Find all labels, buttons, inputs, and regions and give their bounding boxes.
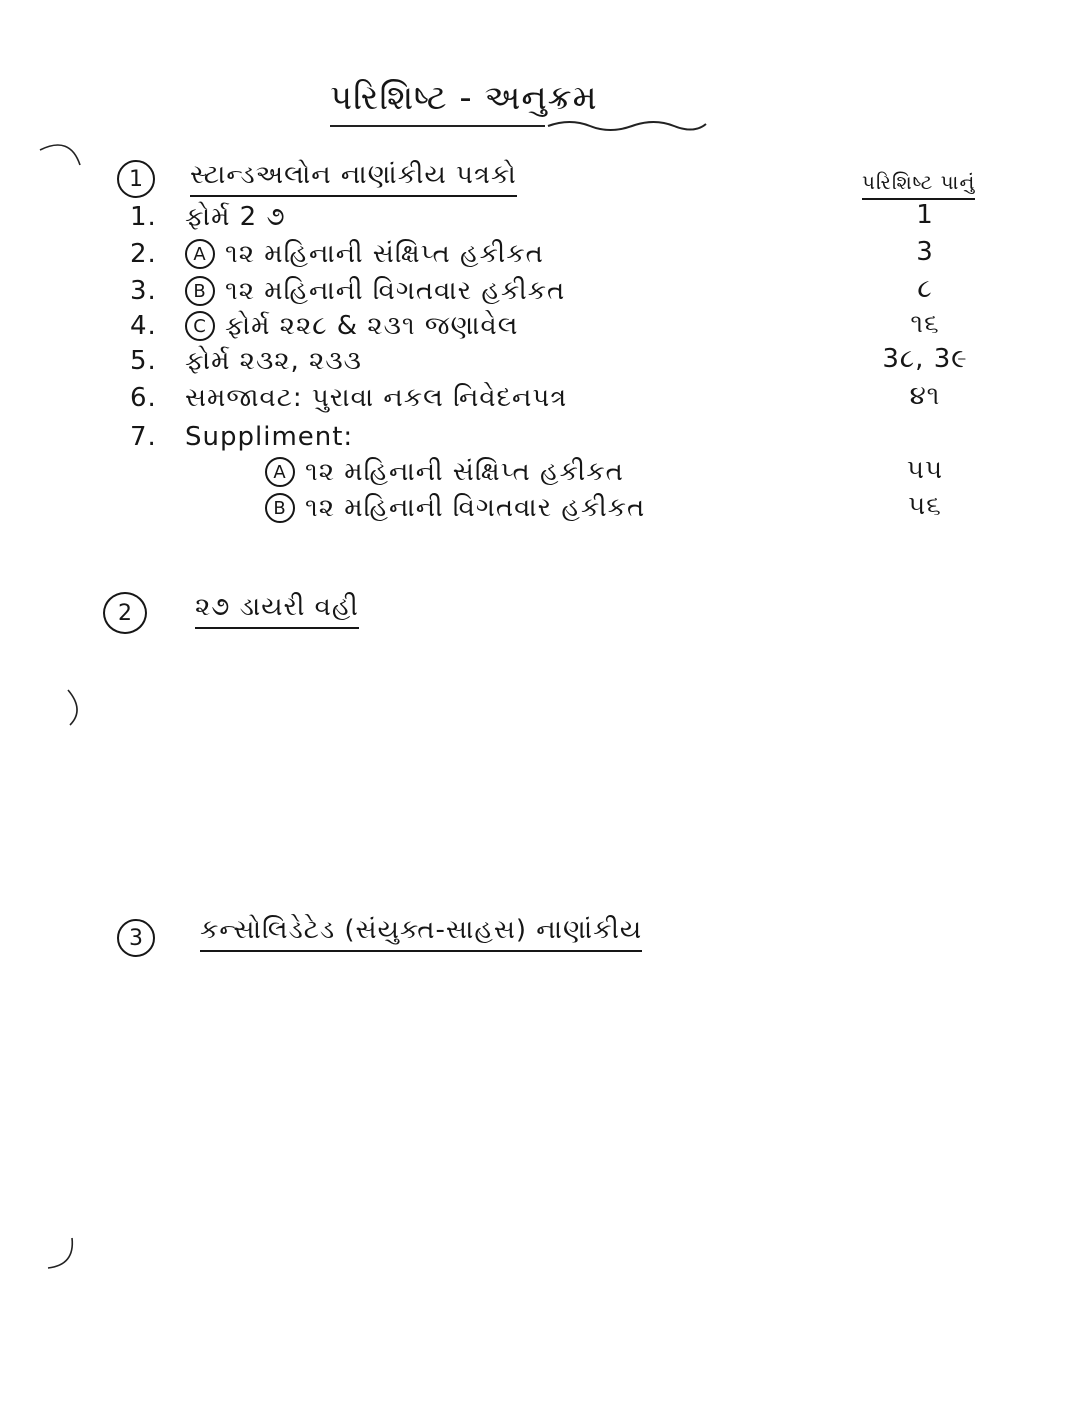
item-page: ૫૬ bbox=[908, 491, 942, 521]
item-number: 2. bbox=[130, 239, 157, 269]
item-page: ૧૬ bbox=[910, 309, 940, 339]
item-text: ૧૨ મહિનાની સંક્ષિપ્ત હકીકત bbox=[305, 456, 624, 487]
item-page: ૮ bbox=[917, 274, 933, 304]
item-page: ૪૧ bbox=[909, 381, 941, 411]
supplement-row bbox=[130, 420, 353, 454]
supplement-label: Suppliment: bbox=[185, 422, 354, 452]
list-item bbox=[130, 381, 567, 415]
section-1-number: 1 bbox=[117, 160, 155, 198]
item-number: 6. bbox=[130, 383, 157, 413]
page-column-header: પરિશિષ્ટ પાનું bbox=[862, 170, 975, 200]
section-3-heading: કન્સોલિડેટેડ (સંયુક્ત-સાહસ) નાણાંકીય bbox=[200, 915, 642, 952]
item-badge: A bbox=[185, 239, 215, 269]
item-badge: A bbox=[265, 457, 295, 487]
list-item bbox=[130, 237, 544, 271]
list-item bbox=[130, 309, 518, 343]
section-2-heading: ૨૭ ડાયરી વહી bbox=[195, 592, 359, 629]
item-badge: C bbox=[185, 311, 215, 341]
item-page: ૫૫ bbox=[906, 455, 944, 485]
item-number: 3. bbox=[130, 276, 157, 306]
item-page: 3૮, 3૯ bbox=[882, 344, 968, 374]
item-number: 5. bbox=[130, 346, 157, 376]
item-number: 1. bbox=[130, 202, 157, 232]
item-text: ૧૨ મહિનાની વિગતવાર હકીકત bbox=[225, 275, 566, 306]
list-item bbox=[130, 274, 565, 308]
page-title: પરિશિષ્ટ - અનુક્રમ bbox=[330, 78, 598, 118]
section-2-number: 2 bbox=[103, 592, 147, 634]
item-text: ફોર્મ ૨૨૮ & ૨૩૧ જણાવેલ bbox=[225, 310, 519, 341]
item-text: સમજાવટ: પુરાવા નકલ નિવેદનપત્ર bbox=[185, 382, 568, 413]
supplement-item bbox=[265, 491, 645, 525]
item-text: ફોર્મ 2 ૭ bbox=[185, 201, 286, 232]
item-page: 3 bbox=[916, 237, 934, 267]
item-number: 4. bbox=[130, 311, 157, 341]
item-text: ૧૨ મહિનાની સંક્ષિપ્ત હકીકત bbox=[225, 238, 544, 269]
section-1-heading: સ્ટાન્ડઅલોન નાણાંકીય પત્રકો bbox=[190, 160, 517, 197]
item-text: ફોર્મ ૨૩૨, ૨૩૩ bbox=[185, 345, 362, 376]
item-badge: B bbox=[185, 276, 215, 306]
supplement-item bbox=[265, 455, 624, 489]
item-number: 7. bbox=[130, 422, 157, 452]
section-3-number: 3 bbox=[117, 919, 155, 957]
item-page: 1 bbox=[916, 200, 934, 230]
list-item bbox=[130, 200, 286, 234]
item-text: ૧૨ મહિનાની વિગતવાર હકીકત bbox=[305, 492, 646, 523]
item-badge: B bbox=[265, 493, 295, 523]
list-item bbox=[130, 344, 362, 378]
